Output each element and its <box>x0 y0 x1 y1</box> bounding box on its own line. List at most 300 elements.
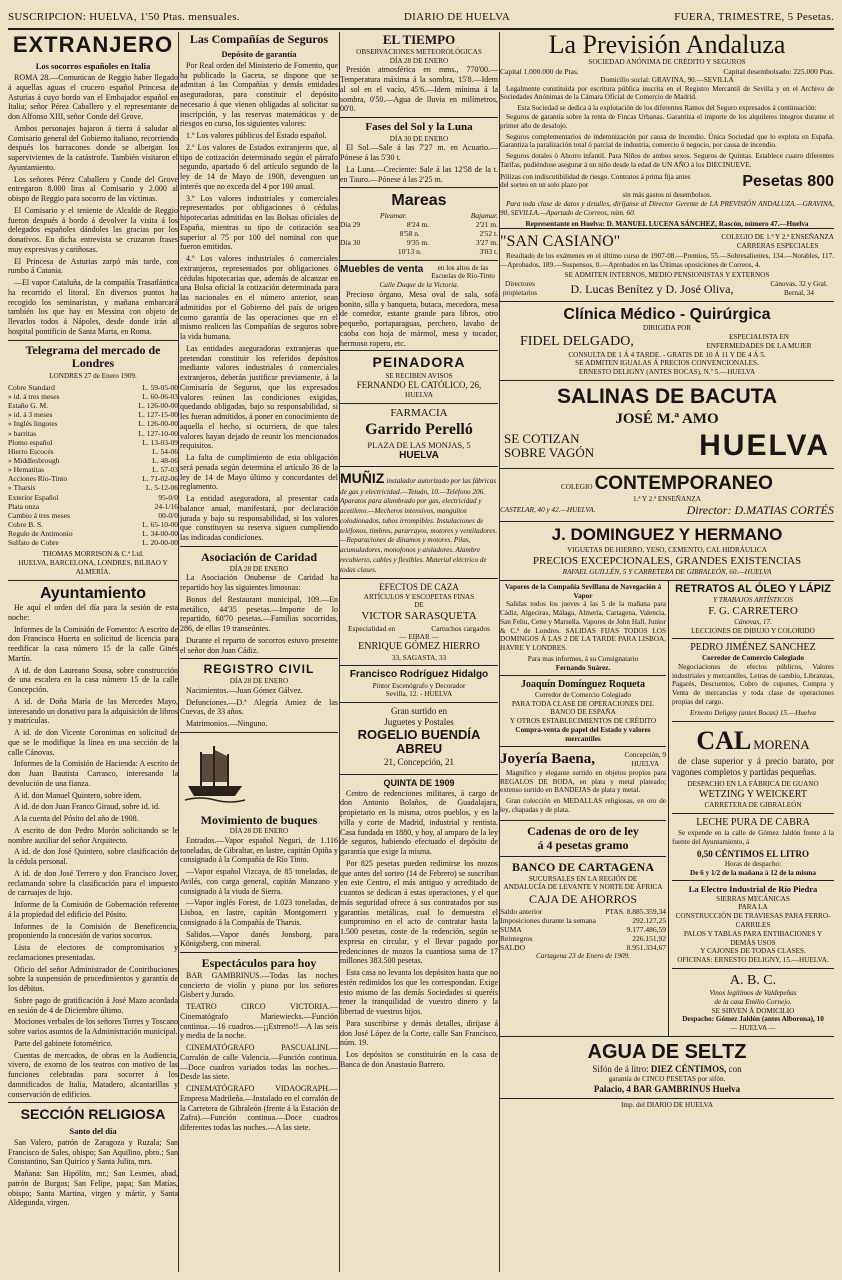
ad-line: 1.ª Y 2.ª ENSEÑANZA <box>633 494 701 503</box>
table-cell: Día 29 <box>340 220 361 230</box>
ad-title: La Electro Industrial de Río Piedra <box>688 884 818 895</box>
ad-line: SUCURSALES EN LA REGIÓN DE <box>528 874 638 883</box>
buques-section <box>180 736 338 949</box>
paragraph: A id. de don Juan Franco Giraud, sobre id. id. <box>14 802 160 812</box>
column-1 <box>8 32 178 1272</box>
table-cell: 292.127,25 <box>632 915 666 925</box>
tiempo-section <box>340 32 498 114</box>
muniz-ad <box>340 466 498 578</box>
ad-name: CAL <box>696 725 752 755</box>
paragraph: Bonos del Restaurant municipal, 109.—En metálico, 44'35 pesetas.—Importe de lo repartido, 60'70 pesetas.—Familias socorridas, 286, de ellas 19 transeúntes. <box>180 594 338 634</box>
table-row <box>8 392 178 401</box>
hidalgo-ad <box>340 665 498 702</box>
salinas-ad <box>500 380 834 468</box>
ad-title: EFECTOS DE CAZA <box>379 581 459 592</box>
paragraph: Cuentas de mercados, de obras en la Audiencia, vivero, de exorno de los teatros con motivo de las funciones celebradas para socorrer á los damnificados de Italia, Matadero, alcantarillas y conservación de edificios. <box>8 1050 178 1099</box>
ayuntamiento-section <box>8 584 178 1100</box>
paragraph: El Comisario y el teniente de Alcalde de Reggio fueron después á bordo á devolver la visita á los delegados españoles dándoles las gracias por los donativos. En dicha entrevista se cruzaron frases muy expresivas y cariñosas. <box>8 205 178 254</box>
section-subtitle: Los socorros españoles en Italia <box>35 60 151 71</box>
table-cell: L. 71-02-06 <box>142 474 178 484</box>
ad-line: Capital 1.000.000 de Ptas. <box>500 66 579 76</box>
abc-ad <box>672 968 834 1036</box>
prevision-ad <box>500 32 834 228</box>
table-cell: 10'13 n. <box>397 247 422 257</box>
section-date: DÍA 28 DE ENERO <box>389 56 449 65</box>
ad-line: Para mas informes, á su Consignatario <box>527 655 639 664</box>
table-cell: Regulo de Antimonio <box>8 529 73 539</box>
ad-line: SE ADMITEN IGUALAS Á PRECIOS CONVENCIONALES. <box>575 359 759 368</box>
market-footer-cities: HUELVA, BARCELONA, LONDRES, BILBAO Y ALMERÍA. <box>18 559 168 576</box>
ad-line: PRECIOS EXCEPCIONALES, GRANDES EXISTENCIAS <box>532 554 802 567</box>
paragraph: Nacimientos.—Juan Gómez Gálvez. <box>186 685 303 695</box>
ad-line: SE COTIZAN <box>504 430 580 446</box>
ad-price: Pesetas 800 <box>742 172 834 190</box>
paragraph: A id. de don Laureano Sousa, sobre construcción de una escalera en la casa número 15 de la calle Concepción. <box>8 665 178 695</box>
ad-line: Cartuchos cargados <box>431 623 490 633</box>
paragraph: A la cuenta del Pósito del año de 1908. <box>14 814 139 824</box>
muebles-ad <box>340 264 498 349</box>
table-cell: 9.177.486,59 <box>626 925 666 935</box>
section-date: DÍA 28 DE ENERO <box>229 827 289 836</box>
paragraph: El Sol.—Sale á las 7'27 m. en Acuario.—Pónese á las 5'30 t. <box>340 143 498 163</box>
ad-title: FARMACIA <box>390 407 448 420</box>
paragraph: Durante el reparto de socorros estuvo presente el señor don Juan Cádiz. <box>180 635 338 655</box>
ad-line: HUELVA <box>399 450 439 462</box>
banco-ad <box>500 856 666 964</box>
section-title: EL TIEMPO <box>382 32 456 47</box>
table-cell: 8'58 n. <box>399 229 420 239</box>
ad-line: Gran surtido en <box>391 706 447 717</box>
section-date: LONDRES 27 de Enero 1909. <box>49 372 137 381</box>
table-cell: 24-1/16 <box>154 501 178 511</box>
table-cell: Reintegros <box>500 934 533 944</box>
paragraph: —Vapor inglés Forest, de 1.023 toneladas, de Lisboa, en lastre, capitán Montgomerri y consignado á la Compañía de Tharsis. <box>180 898 338 927</box>
ad-name: Francisco Rodríguez Hidalgo <box>349 669 489 681</box>
ad-line: Corredor de Comercio Colegiado <box>701 654 804 663</box>
ad-name: Garrido Perelló <box>365 421 473 439</box>
ad-line: 33, SAGASTA, 33 <box>391 653 447 662</box>
table-cell: Estaño G. M. <box>8 401 48 411</box>
quinta-text <box>340 789 498 1070</box>
paragraph: Informe de la Comisión de Gobernación referente á la propiedad del edificio del Pósito. <box>8 900 178 919</box>
electro-ad <box>672 880 834 968</box>
table-cell: L. 57-03 <box>152 465 178 475</box>
table-cell: L. 54-06 <box>152 446 178 456</box>
ad-title: Vapores de la Compañía Sevillana de Navegación á Vapor <box>504 582 662 600</box>
paragraph: Mociones verbales de los señores Torres y Toscano sobre varios asuntos de la Administración municipal. <box>8 1017 178 1037</box>
ad-name: JOSÉ M.ª AMO <box>615 410 719 427</box>
farmacia-ad <box>340 403 498 465</box>
ad-line: SE SIRVEN Á DOMICILIO <box>711 1006 795 1015</box>
ad-line: Cánovas, 17. <box>734 618 772 627</box>
ad-line: Sifón de á litro: <box>592 1064 649 1075</box>
ayuntamiento-text <box>8 603 178 1099</box>
quinta-section <box>340 778 498 1070</box>
ad-name: CONTEMPORANEO <box>594 472 773 494</box>
paragraph: Presión atmosférica en mms., 770'00.—Temperatura máxima á la sombra, 15'8.—Idem al sol en el vacío, 45'6.—Idem mínima á la sombra, 0'50.—Agua de lluvia en milímetros, 00'0. <box>340 65 498 114</box>
section-title: Ayuntamiento <box>39 584 147 602</box>
table-cell: 9'35 m. <box>406 238 430 248</box>
ad-price: 0,50 CÉNTIMOS EL LITRO <box>696 848 810 859</box>
table-row <box>500 907 666 916</box>
ad-line: Representante en Huelva: D. MANUEL LUCENA SÁNCHEZ, Rascón, número 47.—Huelva <box>525 219 809 228</box>
section-title: Movimiento de buques <box>200 812 318 827</box>
paragraph: Mañana: San Hipólito, mr.; San Lesmes, abad, patrón de Burgos; San Felipe, papa; San Matías, obispo; Santa Martina, virgen y mártir, y Santa Aldegunda, virgen. <box>8 1169 178 1208</box>
paragraph: Informes de la Comisión de Fomento: A escrito de don Francisco Huerta en solicitud de licencia para reedificar la casa número 15 de la calle Ginés Martín. <box>8 624 178 663</box>
ad-name: "SAN CASIANO" <box>500 233 621 251</box>
colegio-ad <box>500 468 834 522</box>
ad-line: DESPACHO EN LA FÁBRICA DE GUANO <box>687 780 819 789</box>
ad-name: J. DOMINGUEZ Y HERMANO <box>551 525 783 545</box>
ad-line: CARRERAS ESPECIALES <box>736 242 819 251</box>
paragraph: TEATRO CIRCO VICTORIA.—Cinematógrafo Mariewiecks.—Función continua.—16 cuadros.—¡¡Estreno!!—A las seis y media de la noche. <box>180 1002 338 1041</box>
section-title: Mareas <box>391 192 447 210</box>
paragraph: A id. de Doña María de las Mercedes Mayo, interesando un donativo para la adquisición de libros y matrículas. <box>8 696 178 726</box>
table-cell: 3'27 m. <box>475 238 498 248</box>
ad-title: Muebles de venta <box>340 263 424 275</box>
fases-section <box>340 121 498 184</box>
ad-title: PEINADORA <box>372 354 466 371</box>
paragraph: A id. de don José Quintero, sobre clasificación de la cédula personal. <box>8 847 178 867</box>
ad-line: CONSTRUCCIÓN DE TRAVIESAS PARA FERRO-CARRILES <box>675 912 831 929</box>
section-title: QUINTA DE 1909 <box>383 777 455 788</box>
column-rule <box>178 32 179 1272</box>
section-title: Espectáculos para hoy <box>201 956 317 971</box>
ad-line: á 4 pesetas gramo <box>537 838 629 853</box>
table-cell: » barritas <box>8 428 37 438</box>
table-cell: Saldo anterior <box>500 906 543 916</box>
table-cell: Cambio á tres meses <box>8 510 70 520</box>
section-date: DÍA 28 DE ENERO <box>229 564 289 573</box>
paragraph: Las entidades aseguradoras extranjeras que pretendan constituir los referidos depósitos mediante valores industriales ó comerciales extranjeros, deberán justificar previamente, á la Comisaría de Seguros, que los expresados valores reúnen las condiciones exigidas, quedando obligadas, bajo su responsabilidad, si les fueran admitidos, á poner en conocimiento de aquella el hecho, si ocurriera, de que tales valores hayan dejado de reunir los mencionados requisitos. <box>180 343 338 451</box>
peinadora-ad <box>340 350 498 403</box>
paragraph: —El vapor Cataluña, de la compañía Trasatlántica ha recorrido el litoral. En diversos puntos ha recogido los seminaristas, y mañana embarcará también los que hay en Messina con objeto de llevarlos todos á Nápoles, desde donde irán al hospital pontificio de Santa Marta, en Roma. <box>8 278 178 336</box>
ad-line: Pólizas con indiscutibilidad de riesgo. Contratos á prima fija antes del sorteo en un solo plazo por <box>500 172 691 190</box>
table-row <box>8 447 178 456</box>
table-row <box>340 247 498 256</box>
leche-ad <box>672 813 834 880</box>
ad-line: FERNANDO EL CATÓLICO, 26, <box>356 380 482 391</box>
table-cell: Sulfato de Cobre <box>8 538 59 548</box>
ad-name: MUÑIZ <box>340 469 385 486</box>
table-cell: Cobre Standard <box>8 382 55 392</box>
table-cell: L. 60-06-03 <box>142 391 178 401</box>
ad-line: Director: D.MATIAS CORTÉS <box>686 503 834 518</box>
ad-name: FIDEL DELGADO, <box>520 334 634 350</box>
table-row <box>8 438 178 447</box>
paragraph: Informes de la Comisión de Hacienda: A escrito de don Juan Bautista Carrasco, interesando la devolución de una fianza. <box>8 759 178 788</box>
printer-imprint: Imp. del DIARIO DE HUELVA <box>500 1098 834 1110</box>
pleamar-header: Pleamar. <box>380 210 407 220</box>
table-cell: L. 34-00-00 <box>142 529 178 539</box>
table-row <box>8 401 178 410</box>
table-row <box>500 916 666 925</box>
paragraph: de clase superior y á precio barato, por vagones completos y partidas pequeñas. <box>672 756 834 778</box>
paragraph: La Asociación Onubense de Caridad ha repartido hoy las siguientes limosnas: <box>180 573 338 593</box>
ad-name: ROGELIO BUENDÍA ABREU <box>357 727 481 757</box>
paragraph: CINEMATÓGRAFO PASCUALINI.—Corralón de calle Valencia.—Función continua.—Doce cuadros variados todas las noches.—Desde las siete. <box>180 1043 338 1082</box>
ad-city: HUELVA <box>699 428 830 462</box>
table-cell: L. 48-06 <box>152 455 178 465</box>
paragraph: A id. don Manuel Quintero, sobre idem. <box>14 790 142 800</box>
section-title: Las Compañías de Seguros <box>189 32 329 46</box>
paragraph: He aquí el orden del día para la sesión de esta noche: <box>8 603 178 622</box>
ad-line: DIRIGIDA POR <box>642 324 692 333</box>
ad-line: PLAZA DE LAS MONJAS, 5 <box>367 439 471 450</box>
section-title: EXTRANJERO <box>12 32 174 57</box>
table-cell: Plomo español <box>8 437 53 447</box>
table-cell: » Inglés lingotes <box>8 419 58 429</box>
column-2 <box>180 32 338 1272</box>
table-row <box>8 456 178 465</box>
table-row <box>8 529 178 538</box>
ad-line: HUELVA <box>631 759 660 768</box>
ad-name: PEDRO JIMÉNEZ SANCHEZ <box>690 641 816 653</box>
paragraph: ROMA 28.—Comunican de Reggio haber llegado á aquellas aguas el crucero español Princesa de Asturias á cuyo bordo van el Embajador español en Italia; señor Pérez Caballero y el representante de don Alfonso XIII, señor Conde del Grove. <box>8 73 178 122</box>
ad-line: Y CAJONES DE TODAS CLASES. <box>700 947 806 956</box>
extranjero-section <box>8 32 178 337</box>
market-footer: THOMAS MORRISON & C.ª Ltd. <box>42 550 144 559</box>
ad-line: De 6 y 1/2 de la mañana á 12 de la misma <box>690 868 816 877</box>
paragraph: Se expende en la calle de Gómez Jaldón frente á la fuente del Ayuntamiento, á <box>672 829 834 846</box>
mareas-section <box>340 191 498 256</box>
section-date: DÍA 30 DE ENERO <box>389 134 449 143</box>
ad-side: en los altos de las Escuelas de Río-Tinto <box>431 263 495 281</box>
paragraph: Salidas todos los jueves á las 5 de la mañana para Cádiz, Algeciras, Málaga, Almería, Cartagena, Valencia, San Feliu, Cette y Marsella. Vapores de John Hall, Junior & C.ª de Londres. SALIDAS FIJAS TODOS LOS DOMINGOS Á LAS 2 DE LA TARDE PARA LISBOA, HAVRE Y LONDRES. <box>500 600 666 653</box>
ad-name: D. Lucas Benítez y D. José Oliva, <box>570 281 734 296</box>
table-row <box>500 925 666 934</box>
section-title: SECCIÓN RELIGIOSA <box>20 1106 166 1123</box>
table-cell: L. 65-10-00 <box>142 519 178 529</box>
market-table <box>8 383 178 548</box>
table-row <box>8 493 178 502</box>
section-subtitle: OBSERVACIONES METEOROLÓGICAS <box>356 47 482 56</box>
paragraph: Centro de redenciones militares, á cargo de don Antonio Bolaños, de Guadalajara, propietario en la misma, otros pueblos, y en la villa y corte de Madrid, industrial y rentista. Casa fundada en 1880, y hoy, al amparo de la ley de seguros, habiendo efectuado el depósito de garantía que exige la misma. <box>340 788 498 857</box>
table-cell: » Middlesbrough <box>8 455 60 465</box>
table-cell: Exterior Español <box>8 492 59 502</box>
ad-line: SOCIEDAD ANÓNIMA DE CRÉDITO Y SEGUROS <box>588 58 746 66</box>
ad-line: Capital desembolsado: 225.000 Ptas. <box>723 66 834 76</box>
table-row <box>8 483 178 492</box>
column-3 <box>340 32 498 1272</box>
table-cell: SALDO <box>500 943 526 953</box>
ad-text: instalador autorizado por las fábricas de gas y electricidad.—Tetuán, 10.—Teléfono 206. Aparatos para alumbrado por gas, electricidad y acetileno.—Mecheros intensivos, manguitos colodionados, tubos irrompibles. Instalaciones de teléfonos, timbres, pararrayos, motores y ventiladores.—Reparaciones de dinamos y motores. Pilas, acumuladores, monofonos y aisladores. Alambre recubierto, cables y flexibles. Material eléctrico de todas clases. <box>340 476 498 574</box>
agua-ad <box>500 1036 834 1098</box>
table-row <box>340 229 498 238</box>
paragraph: BAR GAMBRINUS.—Todas las noches concierto de violín y piano por los señores Gisbert y Jurado. <box>180 970 338 1000</box>
table-cell: Hierro Escocés <box>8 446 54 456</box>
vapores-ad <box>500 581 666 675</box>
mareas-table <box>340 220 498 257</box>
ad-line: Compra-venta de papel del Estado y valores mercantiles <box>515 725 651 743</box>
ads-grid <box>500 580 834 1036</box>
paragraph: 2.º Los valores de Estados extranjeros que, al tipo de cotización determinado según el párrafo segundo, apartado 6 del artículo segundo de la ley de 14 de Mayo de 1908, devenguen un interés que no exceda del 4 por 100 anual. <box>180 142 338 191</box>
table-cell: 95-0/0 <box>158 492 178 502</box>
ad-line: Juguetes y Postales <box>384 717 454 728</box>
subscription-local: SUSCRIPCION: HUELVA, 1'50 Ptas. mensuales. <box>8 11 240 23</box>
ad-line: SIERRAS MECÁNICAS <box>716 894 790 903</box>
ad-line: Vinos legítimos de Valdepeñas <box>709 988 797 997</box>
ad-line: PARA LA <box>738 903 768 912</box>
table-row <box>8 502 178 511</box>
table-row <box>8 511 178 520</box>
ad-line: Domicilio social: GRAVINA, 90.—SEVILLA <box>600 75 734 84</box>
ad-line: Esta Sociedad se dedica á la explotación de los diferentes Ramos del Seguro expresados á continuación: <box>517 104 817 113</box>
table-cell: Cobre B. S. <box>8 519 44 529</box>
ad-line: ARTÍCULOS Y ESCOPETAS FINAS <box>363 592 475 601</box>
ad-street: Calle Duque de la Victoria. <box>379 281 459 290</box>
ad-line: Horas de despacho: <box>724 859 782 868</box>
joyeria-ad <box>500 746 666 819</box>
ad-line: OFICINAS: ERNESTO DELIGNY, 15.—HUELVA. <box>677 956 829 965</box>
table-row <box>8 419 178 428</box>
ad-title: LECHE PURA DE CABRA <box>696 817 810 828</box>
casiano-ad <box>500 228 834 300</box>
caridad-section <box>180 550 338 655</box>
table-row <box>8 465 178 474</box>
ad-line: ERNESTO DELIGNY (ANTES BOCAS), N.º 5.—HUELVA <box>578 368 756 377</box>
clinica-ad <box>500 301 834 380</box>
paragraph: Seguros de garantía sobre la renta de Fincas Urbanas. Garantiza el importe de los alquileres íntegros durante el primer año de desalojo. <box>500 113 834 130</box>
table-cell: » Hematitas <box>8 465 45 475</box>
ad-line: LECCIONES DE DIBUJO Y COLORIDO <box>691 627 815 636</box>
ad-name: MORENA <box>753 736 810 752</box>
ad-line: COLEGIO DE 1.ª Y 2.ª ENSEÑANZA <box>721 233 834 242</box>
section-subtitle: Depósito de garantía <box>221 48 297 59</box>
paragraph: Defunciones.—D.ª Alegría Amiez de las Cuevas, de 33 años. <box>180 697 338 717</box>
table-row <box>8 538 178 547</box>
registro-section <box>180 662 338 728</box>
pedro-ad <box>672 638 834 721</box>
ad-name: Joaquín Domínguez Roqueta <box>521 678 645 690</box>
paragraph: Los depósitos se constituirán en la casa de Banca de don Anastasio Barrero. <box>340 1050 498 1069</box>
ad-title: SALINAS DE BACUTA <box>556 385 778 408</box>
roqueta-ad <box>500 675 666 747</box>
paragraph: Matrimonios.—Ninguno. <box>186 719 268 729</box>
paragraph: —Vapor español Vizcaya, de 85 toneladas, de Avilés, con carga general, capitán Manzano y consignado á la viuda de Sierra. <box>180 867 338 896</box>
table-cell: L. 127-15-00 <box>138 410 178 420</box>
paragraph: Por 825 pesetas pueden redimirse los mozos que antes del sorteo (14 de Febrero) se suscriban en este Centro, el más antiguo y acreditado de cuantos se dedican á estas operaciones, y el que más seguridad ofrece á sus contratados por sus garantías metálicas, cual lo demuestra el compromiso en el acto de contratar hasta la 1.500 pesetas, coste de la redención, según se expresa en circular, y el llevar pagado por redenciones de mozos la cuantiosa suma de 17 millones 383.500 pesetas. <box>340 858 498 966</box>
paragraph: Para toda clase de datos y detalles, diríjanse al Director Gerente de LA PREVISIÓN ANDALUZA.—GRAVINA, 90, SEVILLA.—Apartado de Correos, núm. 60. <box>500 200 834 217</box>
table-cell: 3'03 t. <box>479 247 498 257</box>
ad-line: Ernesto Deligny (antes Bocas) 15.—Huelva <box>690 708 816 717</box>
table-cell: SUMA <box>500 925 522 935</box>
table-row <box>500 943 666 952</box>
ad-line: SOBRE VAGÓN <box>504 445 595 461</box>
table-cell: » Tharsis <box>8 483 36 493</box>
table-cell: L. 5-12-06 <box>145 483 178 493</box>
bajamar-header: Bajamar. <box>470 210 498 220</box>
ad-line: CAJA DE AHORROS <box>528 892 638 907</box>
paragraph: Esta casa no levanta los depósitos hasta que no estén redimidos los que les correspondan. Exige esto mismo de las demás Sociedades si queréis tener la tranquilidad de vuestro dinero y la libertad de vuestros hijos. <box>340 968 498 1017</box>
table-row <box>8 520 178 529</box>
table-cell: 2'52 t. <box>479 229 498 239</box>
ad-line: Y TRABAJOS ARTÍSTICOS <box>713 596 793 605</box>
paragraph: La Luna.—Creciente: Sale á las 12'58 de la t. en Tauro.—Pónese á las 2'25 m. <box>340 164 498 184</box>
table-cell: L. 59-05-00 <box>142 382 178 392</box>
paragraph: Parte del gabinete fotométrico. <box>14 1038 113 1048</box>
table-cell: Imposiciones durante la semana <box>500 915 597 925</box>
ad-line: SE ADMITEN INTERNOS, MEDIO PENSIONISTAS Y EXTERNOS <box>564 271 770 280</box>
table-cell: L. 126-00-00 <box>138 419 178 429</box>
espectaculos-section <box>180 956 338 1133</box>
table-row <box>8 383 178 392</box>
section-title: REGISTRO CIVIL <box>203 662 315 677</box>
ad-name: Joyería Baena, <box>500 751 595 768</box>
ad-line: Despacho: Gómez Jaldón (antes Alborona), 10 <box>682 1015 824 1024</box>
table-row <box>8 474 178 483</box>
paragraph: Informes de la Comisión de Beneficencia, proponiendo la concesión de varios socorros. <box>8 921 178 941</box>
ad-line: Directores propietarios <box>502 280 538 298</box>
efectos-ad <box>340 578 498 666</box>
ad-line: Cadenas de oro de ley <box>527 823 639 838</box>
section-title: Telegrama del mercado de Londres <box>25 342 161 370</box>
ad-line: Especialidad en <box>348 623 396 633</box>
ad-name: F. G. CARRETERO <box>708 604 798 617</box>
table-cell: PTAS. 8.885.359,34 <box>605 906 666 916</box>
ad-line: de la casa Emilio Cornejo. <box>714 997 792 1006</box>
ad-name: VICTOR SARASQUETA <box>361 610 477 623</box>
ad-line: 21, Concepción, 21 <box>384 756 454 767</box>
banco-table <box>500 907 666 953</box>
ad-line: Fernando Suárez. <box>555 663 611 672</box>
table-cell: 8.951.334,67 <box>626 943 666 953</box>
ad-line: ANDALUCÍA DE LEVANTE Y NORTE DE ÁFRICA <box>503 883 663 892</box>
seguros-text <box>180 61 338 543</box>
table-cell: L. 20-00-00 <box>142 538 178 548</box>
ad-line: CARRETERA DE GIBRALEÓN <box>704 801 802 810</box>
ad-line: VIGUETAS DE HIERRO, YESO, CEMENTO, CAL HIDRÁULICA <box>567 545 767 554</box>
section-subtitle: Santo del día <box>69 1125 117 1136</box>
paragraph: Resultado de los exámenes en el último curso de 1907-08.—Premios, 55.—Sobresalientes, 134.—Notables, 117.—Aprobados, 189.—Suspensos, 0.—Aprobados en las Últimas oposiciones de Correos, 4. <box>500 251 834 269</box>
paragraph: A id. de don José Terrero y don Francisco Jover, reclamando sobre la clasificación para el impuesto de carruajes de lujo. <box>8 868 178 898</box>
ad-line: — EIBAR — <box>399 632 439 641</box>
table-cell: L. 127-10-00 <box>138 428 178 438</box>
dominguez-ad <box>500 521 834 580</box>
ad-line: COLEGIO <box>561 482 593 491</box>
ad-line: Y OTROS ESTABLECIMIENTOS DE CRÉDITO <box>509 717 657 726</box>
paragraph: Magnífico y elegante surtido en objetos propios para REGALOS DE BODA, en plata y metal plateado; extenso surtido en BANDEJAS de plata y metal. <box>500 768 666 795</box>
section-title: Fases del Sol y la Luna <box>365 121 473 134</box>
ad-title: RETRATOS AL ÓLEO Y LÁPIZ <box>675 582 831 595</box>
ad-line: PALOS Y TABLAS PARA ENTIBACIONES Y DEMÁS USOS <box>683 929 823 947</box>
rogelio-ad <box>340 702 498 771</box>
ad-line: RAFAEL GUILLÉN, 5 Y CARRETERA DE GIBRALEÓN, 60.—HUELVA <box>562 568 772 576</box>
ad-line: Sevilla, 12. - HUELVA <box>385 690 453 699</box>
paragraph: Por Real orden del Ministerio de Fomento, que ha publicado la Gaceta, se dispone que se admitan á las Compañías y demás entidades aseguradoras, para constituir el depósito necesario á que vienen obligadas al solicitar su inscripción, y las reservas matemáticas y de riesgos en curso, los siguientes valores: <box>180 60 338 129</box>
ad-line: HUELVA <box>405 391 433 400</box>
ad-title: AGUA DE SELTZ <box>587 1040 747 1063</box>
ad-title: BANCO DE CARTAGENA <box>511 859 655 874</box>
table-row <box>340 220 498 229</box>
table-cell: 2'21 m. <box>475 220 498 230</box>
paragraph: Lista de electores de compromisarios y reclamaciones presentadas. <box>8 943 178 962</box>
ad-line: CASTELAR, 40 y 42.—HUELVA. <box>500 506 596 515</box>
table-cell: Plata onza <box>8 501 40 511</box>
table-cell: » id. á 3 meses <box>8 410 53 420</box>
paragraph: Entrados.—Vapor español Neguri, de 1.116 toneladas, de Gibraltar, en lastre, capitán Opiña y consignado á la Compañía de Río Tinto. <box>180 835 338 865</box>
ad-line: Corredor de Comercio Colegiado <box>534 690 631 699</box>
paragraph: 1.º Los valores públicos del Estado español. <box>186 131 327 141</box>
paragraph: La entidad aseguradora, al presentar cada balance anual, manifestará, por declaración jurada y bajo su responsabilidad, si los valores que constituyen su reserva siguen cumpliendo las indicadas condiciones. <box>180 494 338 543</box>
paragraph: Oficio del señor Administrador de Contribuciones sobre la suspensión de procedimientos y garantía de los débitos. <box>8 964 178 994</box>
newspaper-title: DIARIO DE HUELVA <box>403 11 511 23</box>
table-row <box>8 410 178 419</box>
ad-line: Cánovas, 32 y Gral. Bernal, 34 <box>770 280 828 298</box>
telegrama-section <box>8 344 178 577</box>
ad-line: Concepción, 9 <box>624 750 666 759</box>
ad-line: garantía de CINCO PESETAS por sifón. <box>608 1075 726 1084</box>
